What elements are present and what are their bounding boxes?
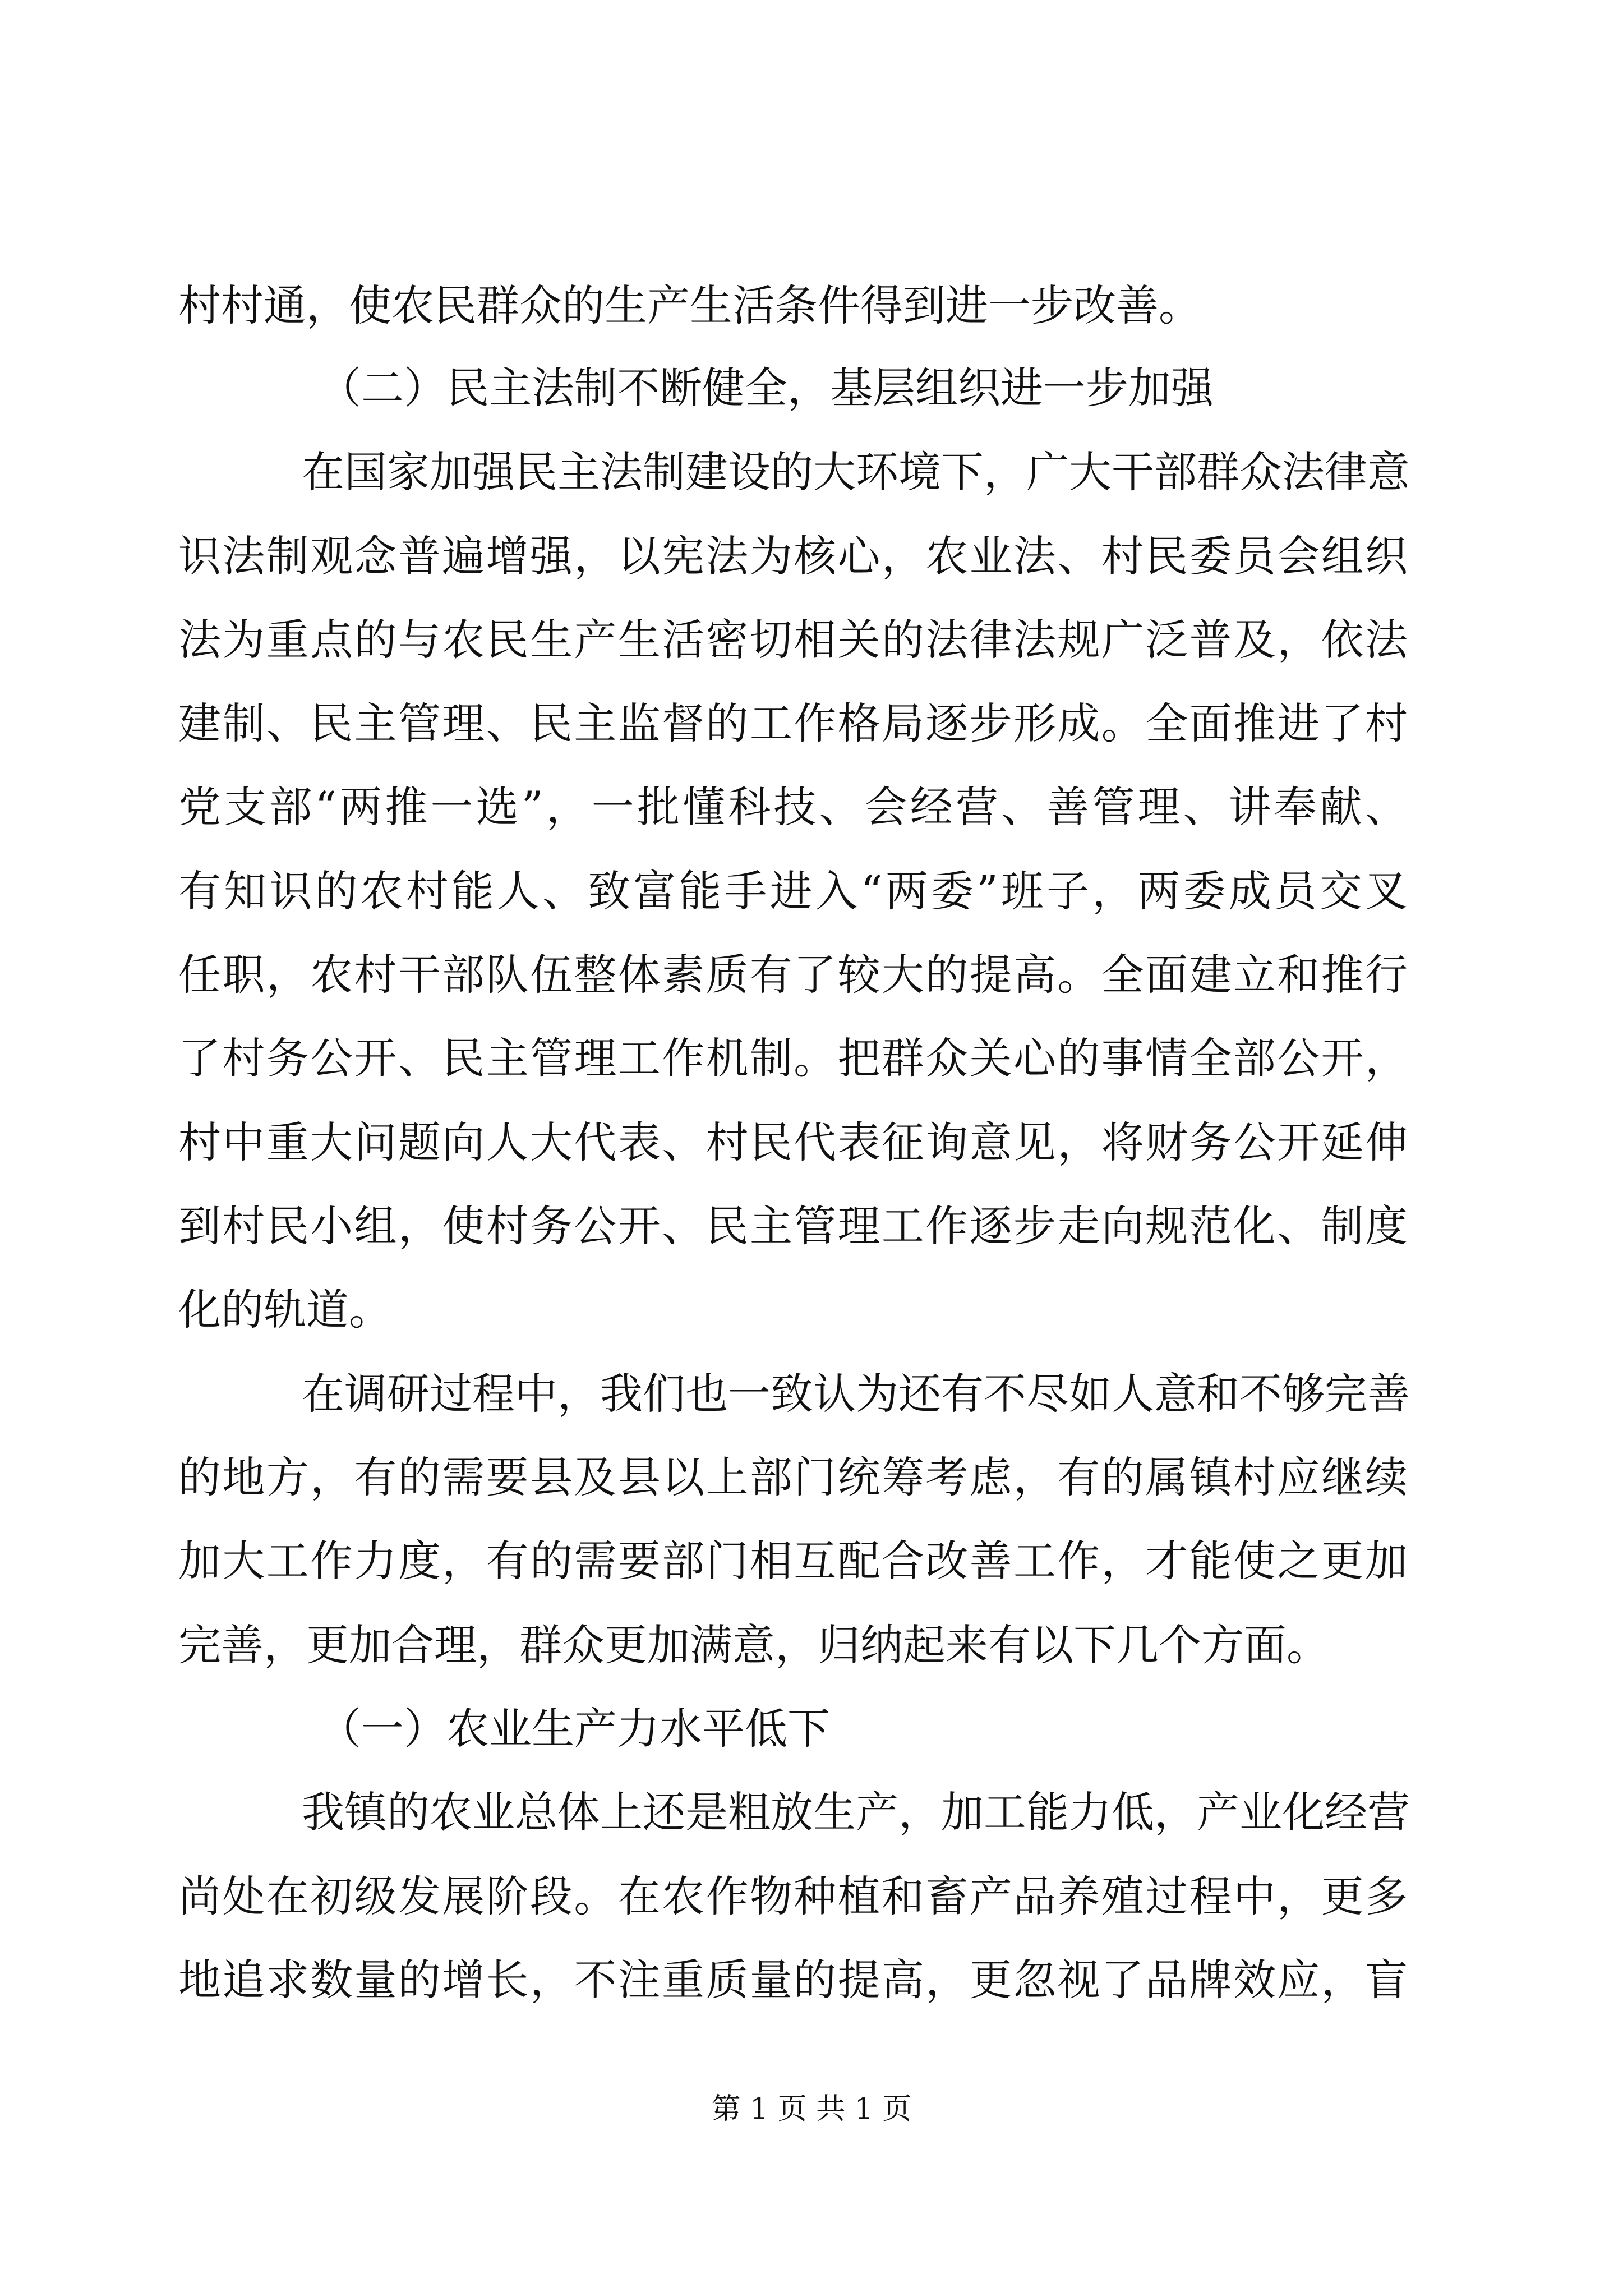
text-line: 党支部“两推一选”，一批懂科技、会经营、善管理、讲奉献、 (178, 782, 1408, 832)
text-line: 地追求数量的增长，不注重质量的提高，更忽视了品牌效应，盲 (178, 1955, 1408, 2005)
text-line: 法为重点的与农民生产生活密切相关的法律法规广泛普及，依法 (178, 615, 1408, 665)
text-line: 村村通，使农民群众的生产生活条件得到进一步改善。 (178, 280, 1201, 330)
text-line: 到村民小组，使村务公开、民主管理工作逐步走向规范化、制度 (178, 1201, 1408, 1251)
text-line: 完善，更加合理，群众更加满意，归纳起来有以下几个方面。 (178, 1620, 1329, 1670)
text-line: 尚处在初级发展阶段。在农作物种植和畜产品养殖过程中，更多 (178, 1871, 1408, 1921)
section-heading: （一）农业生产力水平低下 (319, 1704, 830, 1754)
text-line: 化的轨道。 (178, 1285, 391, 1335)
paragraph-first-line: 我镇的农业总体上还是粗放生产，加工能力低，产业化经营 (302, 1787, 1410, 1837)
text-line: 村中重大问题向人大代表、村民代表征询意见，将财务公开延伸 (178, 1117, 1408, 1167)
text-line: 的地方，有的需要县及县以上部门统筹考虑，有的属镇村应继续 (178, 1452, 1408, 1502)
text-line: 了村务公开、民主管理工作机制。把群众关心的事情全部公开， (178, 1033, 1408, 1083)
text-line: 任职，农村干部队伍整体素质有了较大的提高。全面建立和推行 (178, 950, 1408, 1000)
text-line: 有知识的农村能人、致富能手进入“两委”班子，两委成员交叉 (178, 866, 1408, 916)
text-line: 加大工作力度，有的需要部门相互配合改善工作，才能使之更加 (178, 1536, 1408, 1586)
page-footer: 第 1 页 共 1 页 (711, 2092, 912, 2126)
paragraph-first-line: 在调研过程中，我们也一致认为还有不尽如人意和不够完善 (302, 1369, 1410, 1419)
text-line: 识法制观念普遍增强，以宪法为核心，农业法、村民委员会组织 (178, 531, 1408, 581)
paragraph-first-line: 在国家加强民主法制建设的大环境下，广大干部群众法律意 (302, 447, 1410, 497)
text-line: 建制、民主管理、民主监督的工作格局逐步形成。全面推进了村 (178, 698, 1408, 748)
section-heading: （二）民主法制不断健全，基层组织进一步加强 (319, 363, 1214, 413)
